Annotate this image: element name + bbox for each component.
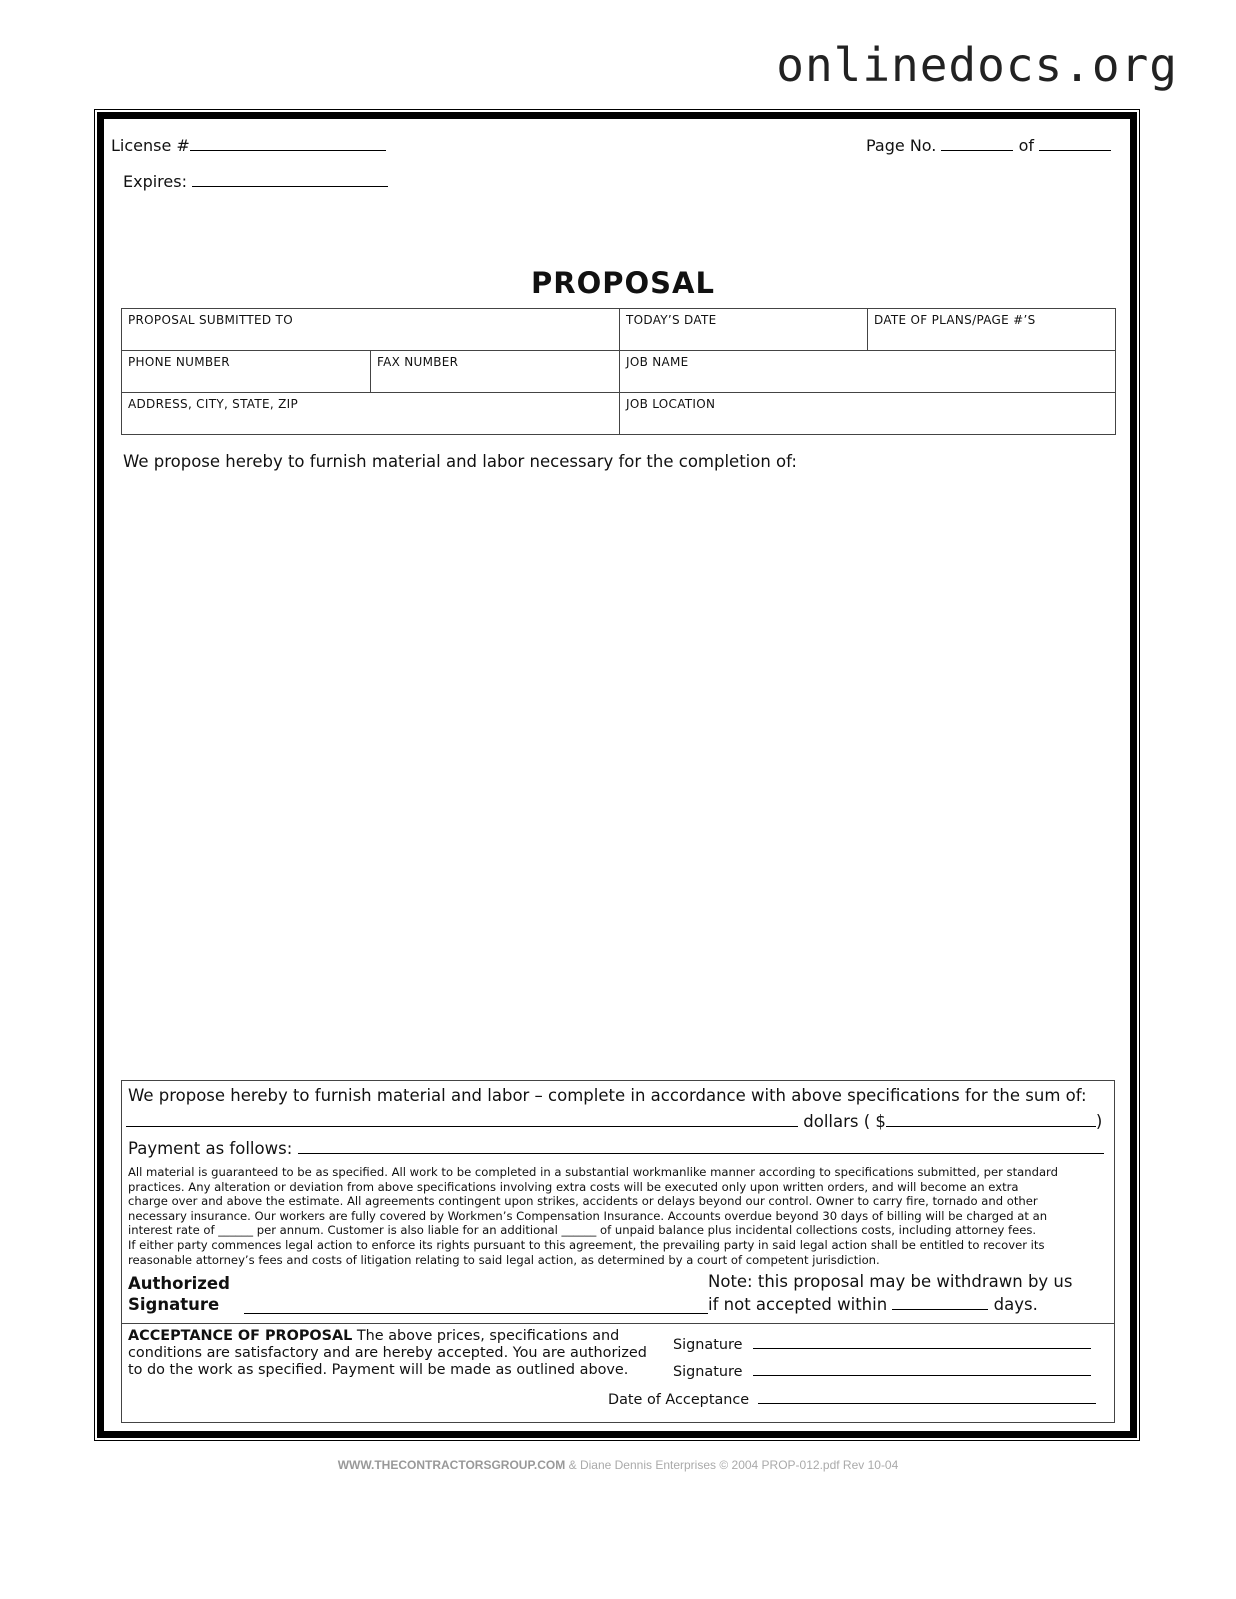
submitted-to-label: PROPOSAL SUBMITTED TO: [128, 313, 293, 327]
terms-line: interest rate of ______ per annum. Customer is also liable for an additional ______ of unpaid balance plus incidental collections costs, including attorney fees.: [128, 1223, 1037, 1238]
dollars-label: dollars ( $: [803, 1112, 886, 1131]
sum-amount-row: [126, 1112, 1110, 1131]
page-title: PROPOSAL: [531, 266, 715, 300]
of-label: of: [1018, 136, 1034, 155]
footer-credits: [0, 1458, 1236, 1472]
expires-blank[interactable]: [192, 186, 388, 187]
days-blank[interactable]: [892, 1309, 988, 1310]
signature-word-label: Signature: [128, 1295, 220, 1314]
watermark-logo: onlinedocs.org: [776, 38, 1178, 92]
note-line2b: days.: [993, 1295, 1038, 1314]
terms-box: [121, 1080, 1115, 1423]
job-location-label: JOB LOCATION: [626, 397, 716, 411]
acceptance-line1: The above prices, specifications and: [352, 1328, 620, 1344]
acceptance-line2: conditions are satisfactory and are hereby accepted. You are authorized: [128, 1345, 647, 1361]
proposal-info-table: [121, 308, 1116, 435]
sum-text: We propose hereby to furnish material and labor – complete in accordance with above specifications for the sum of:: [128, 1086, 1087, 1105]
close-paren: ): [1095, 1112, 1103, 1131]
page-no-label: Page No.: [866, 136, 937, 155]
job-name-cell[interactable]: [620, 351, 1116, 393]
withdrawal-note: [708, 1270, 1072, 1316]
todays-date-label: TODAY’S DATE: [626, 313, 717, 327]
footer-site: WWW.THECONTRACTORSGROUP.COM: [337, 1458, 566, 1472]
license-label: License #: [111, 136, 190, 155]
license-field: [111, 136, 386, 155]
expires-field: [123, 172, 388, 191]
signature1-blank[interactable]: [753, 1348, 1091, 1349]
signature1-field: [673, 1337, 1091, 1353]
authorized-label: Authorized: [128, 1274, 230, 1293]
terms-line: reasonable attorney’s fees and costs of litigation relating to said legal action, as determined by a court of competent jurisdiction.: [128, 1252, 880, 1267]
signature2-field: [673, 1364, 1091, 1380]
address-label: ADDRESS, CITY, STATE, ZIP: [128, 397, 299, 411]
license-blank[interactable]: [190, 150, 386, 151]
acceptance-heading: ACCEPTANCE OF PROPOSAL: [128, 1328, 353, 1344]
note-line1: Note: this proposal may be withdrawn by us: [708, 1272, 1073, 1291]
terms-line: If either party commences legal action to enforce its rights pursuant to this agreement, the prevailing party in said legal action shall be entitled to recover its: [128, 1237, 1045, 1252]
terms-line: practices. Any alteration or deviation from above specifications involving extra costs will be executed only upon written orders, and will become an extra: [128, 1179, 1019, 1194]
signature2-label: Signature: [673, 1364, 743, 1380]
address-cell[interactable]: [122, 393, 620, 435]
divider: [122, 1323, 1114, 1324]
page-total-blank[interactable]: [1039, 150, 1111, 151]
todays-date-cell[interactable]: [620, 309, 868, 351]
acceptance-line3: to do the work as specified. Payment will be made as outlined above.: [128, 1362, 629, 1378]
terms-line: charge over and above the estimate. All agreements contingent upon strikes, accidents or delays beyond our control. Owner to carry fire, tornado and other: [128, 1194, 1038, 1209]
acceptance-text: [128, 1328, 658, 1379]
submitted-to-cell[interactable]: [122, 309, 620, 351]
payment-blank[interactable]: [298, 1153, 1104, 1154]
sum-number-blank[interactable]: [886, 1126, 1096, 1127]
terms-text: [128, 1165, 1108, 1267]
expires-label: Expires:: [123, 172, 187, 191]
authorized-signature-label: [128, 1273, 230, 1315]
authorized-signature-blank[interactable]: [244, 1313, 708, 1314]
propose-text: We propose hereby to furnish material and labor necessary for the completion of:: [123, 452, 797, 471]
date-of-plans-label: DATE OF PLANS/PAGE #’S: [874, 313, 1036, 327]
payment-label: Payment as follows:: [128, 1139, 293, 1158]
terms-line: necessary insurance. Our workers are fully covered by Workmen’s Compensation Insurance. Accounts overdue beyond 30 days of billing will be charged at an: [128, 1208, 1048, 1223]
date-acceptance-blank[interactable]: [758, 1403, 1096, 1404]
signature2-blank[interactable]: [753, 1375, 1091, 1376]
footer-rest: & Diane Dennis Enterprises © 2004 PROP-012.pdf Rev 10-04: [565, 1458, 899, 1472]
date-acceptance-label: Date of Acceptance: [608, 1392, 750, 1408]
payment-row: [128, 1139, 1104, 1158]
page-number-field: [866, 136, 1111, 155]
fax-label: FAX NUMBER: [377, 355, 459, 369]
note-line2a: if not accepted within: [708, 1295, 888, 1314]
job-name-label: JOB NAME: [626, 355, 689, 369]
terms-line: All material is guaranteed to be as specified. All work to be completed in a substantial workmanlike manner according to specifications submitted, per standard: [128, 1165, 1058, 1179]
signature1-label: Signature: [673, 1337, 743, 1353]
work-description-area[interactable]: [123, 480, 1113, 1070]
phone-cell[interactable]: [122, 351, 371, 393]
fax-cell[interactable]: [371, 351, 620, 393]
date-acceptance-field: [608, 1392, 1096, 1408]
sum-words-blank[interactable]: [126, 1126, 798, 1127]
job-location-cell[interactable]: [620, 393, 1116, 435]
date-of-plans-cell[interactable]: [868, 309, 1116, 351]
phone-label: PHONE NUMBER: [128, 355, 230, 369]
page-no-blank[interactable]: [941, 150, 1013, 151]
